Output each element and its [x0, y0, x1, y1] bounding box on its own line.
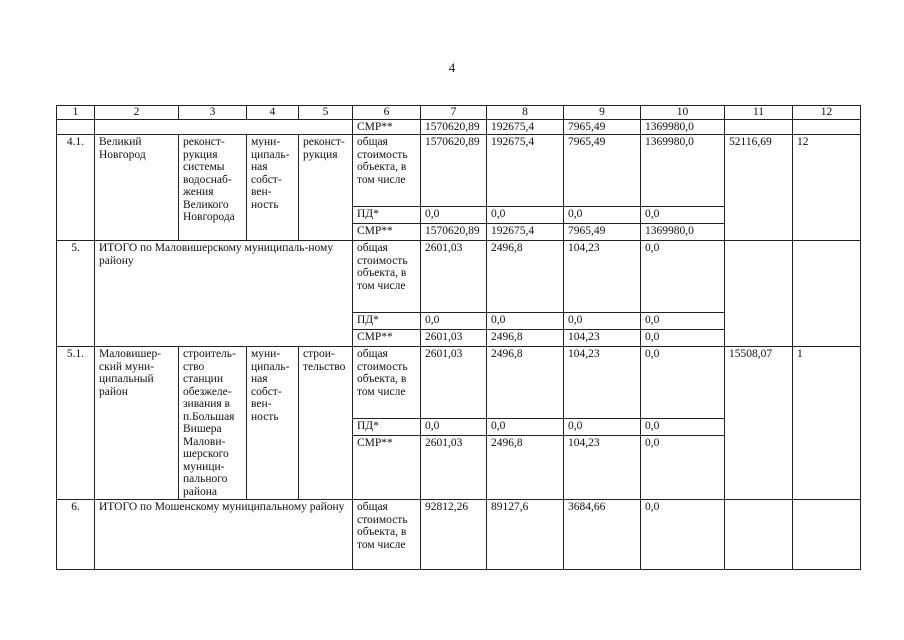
work-type-cell: реконст-рукция	[299, 135, 353, 241]
cost-type-label: ПД*	[353, 207, 421, 224]
value-cell: 0,0	[641, 330, 725, 347]
header-row	[57, 106, 861, 120]
value-cell: 0,0	[487, 419, 564, 436]
value-cell: 0,0	[641, 241, 725, 313]
empty-cell	[725, 119, 793, 135]
value-cell: 192675,4	[487, 119, 564, 135]
value-cell: 0,0	[487, 313, 564, 330]
ownership-cell: муни-ципаль-ная собст-вен-ность	[247, 347, 299, 500]
table-row	[57, 241, 861, 313]
value-cell: 0,0	[641, 419, 725, 436]
cost-type-label: общая стоимость объекта, в том числе	[353, 135, 421, 207]
value-cell: 192675,4	[487, 224, 564, 241]
value-cell: 7965,49	[564, 135, 641, 207]
header-cell: 4	[247, 106, 299, 120]
header-cell: 10	[641, 106, 725, 120]
table-row	[57, 347, 861, 419]
header-cell: 6	[353, 106, 421, 120]
ownership-cell: муни-ципаль-ная собст-вен-ность	[247, 135, 299, 241]
work-type-cell: строи-тельство	[299, 347, 353, 500]
value-cell: 0,0	[564, 419, 641, 436]
value-cell: 89127,6	[487, 500, 564, 570]
district-total-label: ИТОГО по Мошенскому муниципальному району	[95, 500, 353, 570]
cost-type-label: СМР**	[353, 436, 421, 500]
empty-cell	[793, 241, 861, 347]
count-cell: 1	[793, 347, 861, 500]
header-cell: 5	[299, 106, 353, 120]
object-cell: строитель-ство станции обезжеле-зивания в п.Большая Вишера Малови-шерского муници-пального района	[179, 347, 247, 500]
value-cell: 0,0	[421, 419, 487, 436]
value-cell: 0,0	[641, 313, 725, 330]
count-cell: 12	[793, 135, 861, 241]
cost-type-label: общая стоимость объекта, в том числе	[353, 347, 421, 419]
value-cell: 92812,26	[421, 500, 487, 570]
cost-type-label: ПД*	[353, 313, 421, 330]
header-cell: 9	[564, 106, 641, 120]
location-cell: Маловишер-ский муни-ципальный район	[95, 347, 179, 500]
location-cell: Великий Новгород	[95, 135, 179, 241]
value-cell: 2496,8	[487, 436, 564, 500]
row-number: 4.1.	[57, 135, 95, 241]
table-row	[57, 500, 861, 570]
header-cell: 11	[725, 106, 793, 120]
value-cell: 0,0	[564, 313, 641, 330]
cost-type-label: ПД*	[353, 419, 421, 436]
value-cell: 2601,03	[421, 436, 487, 500]
cost-type-label: СМР**	[353, 330, 421, 347]
value-cell: 0,0	[641, 347, 725, 419]
value-cell: 192675,4	[487, 135, 564, 207]
page-number: 4	[448, 60, 456, 75]
cost-type-label: общая стоимость объекта, в том числе	[353, 500, 421, 570]
value-cell: 2601,03	[421, 330, 487, 347]
value-cell: 2496,8	[487, 241, 564, 313]
empty-cell	[95, 119, 353, 135]
header-cell: 7	[421, 106, 487, 120]
value-cell: 1369980,0	[641, 119, 725, 135]
cost-type-label: СМР**	[353, 119, 421, 135]
row-number: 5.1.	[57, 347, 95, 500]
empty-cell	[793, 500, 861, 570]
value-cell: 2601,03	[421, 241, 487, 313]
budget-table	[56, 105, 861, 570]
capacity-cell: 52116,69	[725, 135, 793, 241]
value-cell: 2601,03	[421, 347, 487, 419]
value-cell: 0,0	[641, 500, 725, 570]
value-cell: 1570620,89	[421, 119, 487, 135]
value-cell: 0,0	[421, 207, 487, 224]
value-cell: 1570620,89	[421, 135, 487, 207]
value-cell: 104,23	[564, 241, 641, 313]
value-cell: 104,23	[564, 436, 641, 500]
value-cell: 7965,49	[564, 224, 641, 241]
empty-cell	[725, 500, 793, 570]
value-cell: 1369980,0	[641, 224, 725, 241]
value-cell: 3684,66	[564, 500, 641, 570]
value-cell: 1369980,0	[641, 135, 725, 207]
header-cell: 1	[57, 106, 95, 120]
header-cell: 8	[487, 106, 564, 120]
row-number: 5.	[57, 241, 95, 347]
header-cell: 12	[793, 106, 861, 120]
value-cell: 1570620,89	[421, 224, 487, 241]
object-cell: реконст-рукция системы водоснаб-жения Великого Новгорода	[179, 135, 247, 241]
value-cell: 7965,49	[564, 119, 641, 135]
cost-type-label: общая стоимость объекта, в том числе	[353, 241, 421, 313]
capacity-cell: 15508,07	[725, 347, 793, 500]
empty-cell	[725, 241, 793, 347]
value-cell: 104,23	[564, 330, 641, 347]
empty-cell	[57, 119, 95, 135]
header-cell: 3	[179, 106, 247, 120]
value-cell: 0,0	[564, 207, 641, 224]
value-cell: 0,0	[487, 207, 564, 224]
value-cell: 0,0	[421, 313, 487, 330]
value-cell: 104,23	[564, 347, 641, 419]
table-row	[57, 119, 861, 135]
value-cell: 2496,8	[487, 347, 564, 419]
value-cell: 0,0	[641, 207, 725, 224]
header-cell: 2	[95, 106, 179, 120]
value-cell: 2496,8	[487, 330, 564, 347]
cost-type-label: СМР**	[353, 224, 421, 241]
empty-cell	[793, 119, 861, 135]
table-row	[57, 135, 861, 207]
row-number: 6.	[57, 500, 95, 570]
value-cell: 0,0	[641, 436, 725, 500]
district-total-label: ИТОГО по Маловишерскому муниципаль-ному району	[95, 241, 353, 347]
